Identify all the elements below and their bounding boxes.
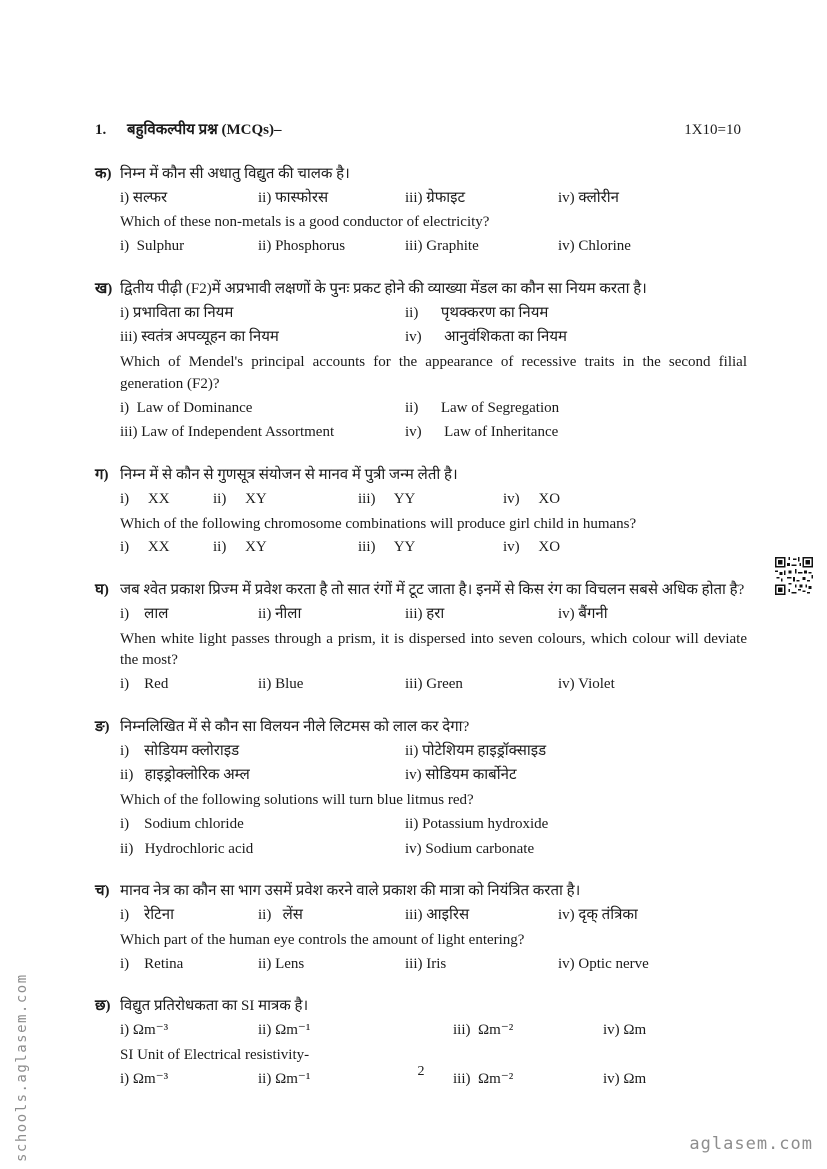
question-text-english: Which of the following solutions will turn blue litmus red? [120,792,474,808]
option: i) लाल [120,605,169,622]
options-row-hindi [120,489,747,511]
option: i) Ωm⁻³ [120,1022,169,1038]
option: ii) Phosphorus [258,238,346,254]
option: iii) Green [405,676,463,692]
options-row-english [120,537,747,559]
options-row-english [120,954,747,976]
option: i) Retina [120,955,184,972]
option: iv) Chlorine [558,238,631,254]
watermark-left: schools.aglasem.com [14,973,30,1162]
question-gha [95,580,747,699]
option: iv) Ωm [603,1022,647,1038]
option: i) XX [120,490,170,507]
option: iv) XO [503,539,561,556]
option: ii) Hydrochloric acid [120,840,254,857]
options-row-hindi [120,188,747,210]
question-label: च) [95,883,110,900]
question-header [95,120,747,142]
option: iii) Ωm⁻² [453,1022,514,1038]
options-row-hindi [120,741,747,788]
options-row-english [120,674,747,696]
question-kha [95,279,747,447]
option: ii) Ωm⁻¹ [258,1022,311,1038]
question-text-english: Which part of the human eye controls the amount of light entering? [120,931,525,948]
watermark-bottom-right: aglasem.com [689,1134,813,1155]
option: i) Sulphur [120,238,185,254]
option: iii) Iris [405,955,447,972]
option: iii) YY [358,490,416,507]
question-label: क) [95,165,112,182]
option: iii) YY [358,539,416,556]
options-row-english [120,814,747,861]
option: iv) आनुवंशिकता का नियम [405,329,567,346]
question-number: 1. [95,122,107,138]
page-number: 2 [417,1064,425,1079]
question-text-english: Which of the following chromosome combinations will produce girl child in humans? [120,515,637,532]
options-row-english [120,236,747,258]
question-text-hindi: द्वितीय पीढ़ी (F2)में अप्रभावी लक्षणों के पुनः प्रकट होने की व्याख्या मेंडल का कौन सा नियम करता है। [120,280,647,297]
marks-label: 1X10=10 [684,122,741,138]
question-label: घ) [95,582,109,598]
option: i) सोडियम क्लोराइड [120,742,240,759]
option: ii) पृथक्करण का नियम [405,304,549,321]
question-label: छ) [95,998,111,1015]
option: iii) ग्रेफाइट [405,189,466,206]
options-row-hindi [120,604,747,626]
question-text-hindi: निम्नलिखित में से कौन सा विलयन नीले लिटमस को लाल कर देगा? [120,718,470,735]
option: i) Ωm⁻³ [120,1070,169,1087]
option: ii) नीला [258,605,302,622]
option: iii) हरा [405,605,445,622]
option: ii) XY [213,490,267,507]
option: i) Law of Dominance [120,399,253,416]
option: ii) Lens [258,955,305,972]
option: ii) लेंस [258,907,303,923]
option: ii) XY [213,539,267,556]
option: iii) स्वतंत्र अपव्यूहन का नियम [120,329,279,346]
question-text-hindi: निम्न में से कौन से गुणसूत्र संयोजन से मानव में पुत्री जन्म लेती है। [120,467,458,483]
question-label: ङ) [95,718,110,735]
option: ii) Ωm⁻¹ [258,1070,311,1087]
options-row-english [120,398,747,445]
question-text-hindi: विद्युत प्रतिरोधकता का SI मात्रक है। [120,998,309,1015]
option: ii) Blue [258,676,304,692]
question-ka [95,164,747,261]
option: iv) सोडियम कार्बोनेट [405,767,517,784]
option: iv) Sodium carbonate [405,840,535,857]
option: ii) फास्फोरस [258,189,329,206]
option: i) Red [120,676,169,692]
option: ii) पोटेशियम हाइड्रॉक्साइड [405,742,547,759]
options-row-hindi [120,905,747,927]
options-row-hindi [120,1020,747,1042]
option: iv) दृक् तंत्रिका [558,907,638,923]
question-nga [95,717,747,864]
option: iii) Ωm⁻² [453,1070,514,1087]
option: iii) Graphite [405,238,479,254]
option: i) XX [120,539,170,556]
options-row-hindi [120,303,747,350]
option: i) Sodium chloride [120,815,244,832]
question-label: ख) [95,280,113,297]
option: iv) क्लोरीन [558,189,619,206]
question-cha [95,881,747,978]
option: i) प्रभाविता का नियम [120,304,234,321]
option: iv) Ωm [603,1070,647,1087]
question-text-english: SI Unit of Electrical resistivity- [120,1046,310,1063]
question-title: बहुविकल्पीय प्रश्न (MCQs)– [127,122,282,138]
question-paper-page [95,120,747,1111]
option: iv) Optic nerve [558,955,649,972]
question-label: ग) [95,467,109,483]
option: iii) Law of Independent Assortment [120,424,335,441]
option: iv) बैंगनी [558,605,608,622]
option: i) सल्फर [120,189,168,206]
question-text-hindi: जब श्वेत प्रकाश प्रिज्म में प्रवेश करता है तो सात रंगों में टूट जाता है। इनमें से किस रंग का विचलन सबसे अधिक होता है? [120,582,745,598]
question-text-english: Which of Mendel's principal accounts for the appearance of recessive traits in the second filial generation (F2)? [120,354,747,392]
option: ii) Law of Segregation [405,399,560,416]
option: iii) आइरिस [405,907,470,923]
question-text-english: Which of these non-metals is a good conductor of electricity? [120,214,490,231]
question-ga [95,465,747,562]
option: ii) Potassium hydroxide [405,815,549,832]
question-text-hindi: मानव नेत्र का कौन सा भाग उसमें प्रवेश करने वाले प्रकाश की मात्रा को नियंत्रित करता है। [120,883,581,900]
option: iv) XO [503,490,561,507]
qr-code [775,557,813,595]
option: iv) Law of Inheritance [405,424,559,441]
question-text-english: When white light passes through a prism, it is dispersed into seven colours, which colour will deviate the most? [120,630,747,669]
option: i) रेटिना [120,907,174,923]
question-text-hindi: निम्न में कौन सी अधातु विद्युत की चालक है। [120,165,350,182]
option: ii) हाइड्रोक्लोरिक अम्ल [120,767,250,784]
option: iv) Violet [558,676,615,692]
